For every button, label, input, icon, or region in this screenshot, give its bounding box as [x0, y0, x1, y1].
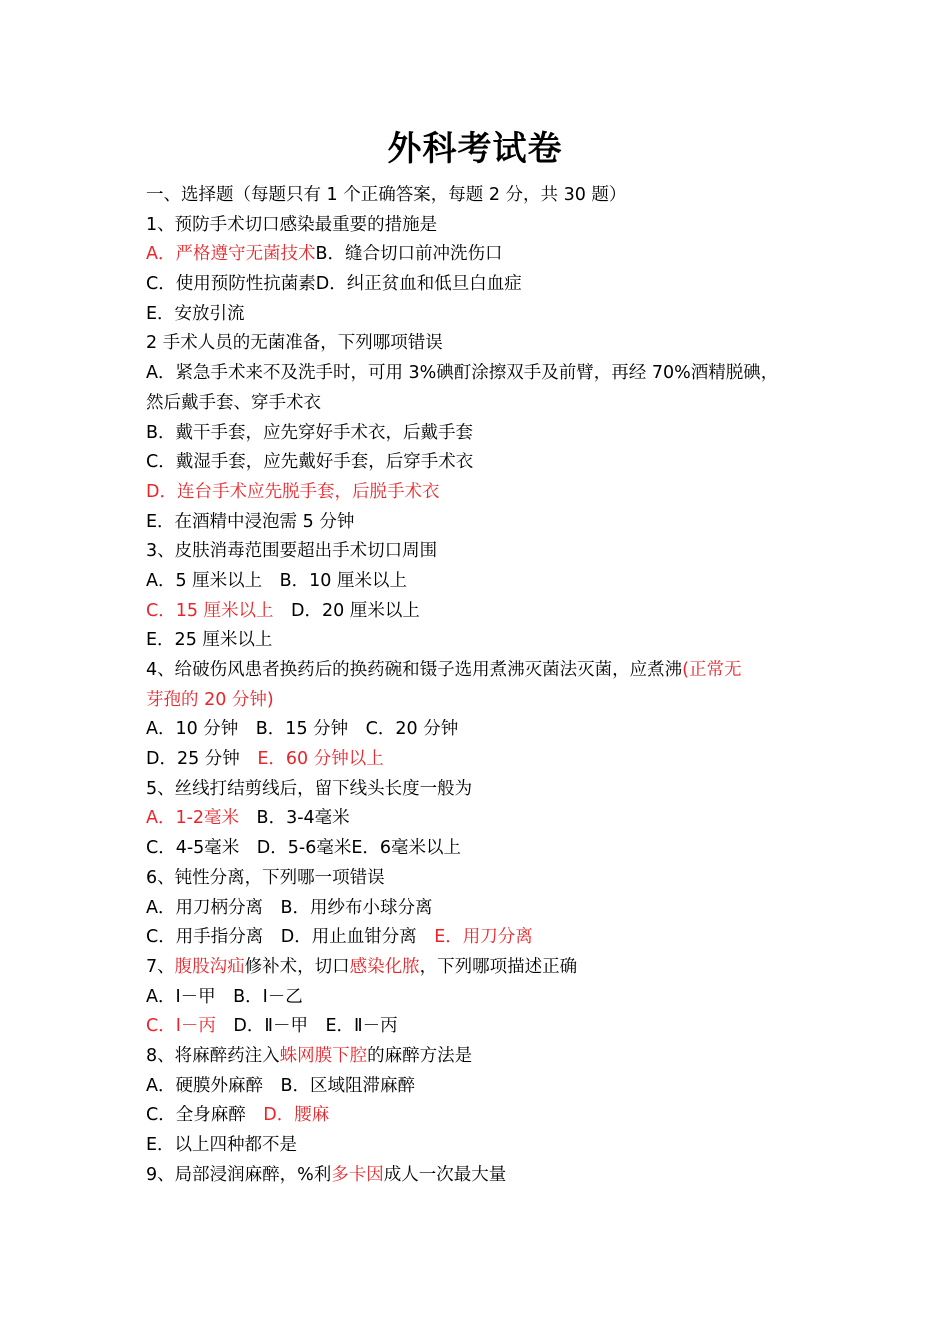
text-segment: 7、 — [146, 956, 175, 977]
answer-highlight: E．60 分钟以上 — [257, 749, 384, 770]
text-line — [146, 537, 826, 567]
text-segment: 修补术，切口 — [244, 956, 350, 977]
text-line — [146, 1042, 826, 1072]
text-line — [146, 686, 826, 716]
text-line — [146, 181, 826, 211]
text-segment: ，下列哪项描述正确 — [419, 956, 578, 977]
text-segment: 然后戴手套、穿手术衣 — [146, 392, 321, 413]
text-line — [146, 1161, 826, 1191]
answer-highlight: A．严格遵守无菌技术 — [146, 244, 316, 265]
text-segment: C．4-5毫米 D．5-6毫米E．6毫米以上 — [146, 838, 462, 859]
text-segment: C．用手指分离 D．用止血钳分离 — [146, 927, 435, 948]
text-segment: E．25 厘米以上 — [146, 630, 273, 651]
answer-highlight: 腹股沟疝 — [174, 956, 245, 977]
answer-highlight: 蛛网膜下腔 — [279, 1045, 368, 1066]
text-line — [146, 1072, 826, 1102]
text-segment: 9、局部浸润麻醉，%利 — [146, 1164, 332, 1185]
answer-highlight: C．Ⅰ－丙 — [146, 1016, 216, 1037]
text-line — [146, 983, 826, 1013]
text-segment: A．10 分钟 B．15 分钟 C．20 分钟 — [146, 719, 459, 740]
text-segment: 6、钝性分离，下列哪一项错误 — [146, 867, 385, 888]
text-line — [146, 953, 826, 983]
answer-highlight: (正常无 — [682, 660, 742, 680]
text-line — [146, 626, 826, 656]
text-line — [146, 359, 826, 389]
text-line — [146, 300, 826, 330]
answer-highlight: 芽孢的 20 分钟) — [146, 689, 274, 710]
text-segment: 4、给破伤风患者换药后的换药碗和镊子选用煮沸灭菌法灭菌，应煮沸 — [146, 660, 683, 680]
text-segment: E．安放引流 — [146, 303, 245, 324]
text-segment: 5、丝线打结剪线后，留下线头长度一般为 — [146, 778, 473, 799]
text-line — [146, 864, 826, 894]
text-line — [146, 567, 826, 597]
text-segment: 1、预防手术切口感染最重要的措施是 — [146, 214, 438, 235]
text-segment: A．硬膜外麻醉 B．区域阻滞麻醉 — [146, 1075, 415, 1096]
text-segment: A．5 厘米以上 B．10 厘米以上 — [146, 570, 408, 591]
text-line — [146, 715, 826, 745]
answer-highlight: 多卡因 — [331, 1164, 384, 1185]
text-line — [146, 419, 826, 449]
text-segment: D．20 厘米以上 — [273, 600, 420, 621]
text-line — [146, 389, 826, 419]
text-segment: D．25 分钟 — [146, 749, 258, 770]
text-segment: 8、将麻醉药注入 — [146, 1045, 280, 1066]
text-segment: 的麻醉方法是 — [367, 1045, 473, 1066]
text-segment: C．戴湿手套，应先戴好手套，后穿手术衣 — [146, 452, 474, 473]
page-title: 外科考试卷 — [387, 129, 563, 169]
text-segment: 成人一次最大量 — [383, 1164, 507, 1185]
text-line — [146, 478, 826, 508]
text-line — [146, 804, 826, 834]
text-segment: A．Ⅰ－甲 B．Ⅰ－乙 — [146, 986, 303, 1007]
text-line — [146, 656, 826, 686]
text-line — [146, 834, 826, 864]
text-line — [146, 894, 826, 924]
text-segment: C．使用预防性抗菌素D．纠正贫血和低旦白血症 — [146, 274, 522, 295]
answer-highlight: D．腰麻 — [263, 1105, 330, 1126]
answer-highlight: 感染化脓 — [349, 956, 420, 977]
answer-highlight: D．连台手术应先脱手套，后脱手术衣 — [146, 481, 440, 502]
text-line — [146, 597, 826, 627]
text-line — [146, 1131, 826, 1161]
text-segment: B．缝合切口前冲洗伤口 — [315, 244, 503, 265]
text-line — [146, 923, 826, 953]
text-segment: A．紧急手术来不及洗手时，可用 3%碘酊涂擦双手及前臂，再经 70%酒精脱碘， — [146, 363, 779, 384]
text-segment: B．戴干手套，应先穿好手术衣，后戴手套 — [146, 422, 474, 443]
text-line — [146, 775, 826, 805]
text-segment: E．以上四种都不是 — [146, 1135, 298, 1155]
text-line — [146, 1101, 826, 1131]
text-segment: 2 手术人员的无菌准备，下列哪项错误 — [146, 333, 443, 354]
text-segment: A．用刀柄分离 B．用纱布小球分离 — [146, 897, 433, 918]
text-segment: C．全身麻醉 — [146, 1105, 264, 1126]
text-line — [146, 1012, 826, 1042]
text-line — [146, 508, 826, 538]
text-line — [146, 329, 826, 359]
text-segment: D．Ⅱ－甲 E．Ⅱ－丙 — [215, 1016, 398, 1037]
text-segment: 一、选择题（每题只有 1 个正确答案，每题 2 分，共 30 题） — [146, 185, 627, 205]
text-line — [146, 211, 826, 241]
text-line — [146, 240, 826, 270]
answer-highlight: C．15 厘米以上 — [146, 600, 274, 621]
text-segment: E．在酒精中浸泡需 5 分钟 — [146, 511, 355, 532]
text-line — [146, 448, 826, 478]
text-line — [146, 745, 826, 775]
answer-highlight: A．1-2毫米 — [146, 808, 240, 829]
text-line — [146, 270, 826, 300]
text-segment: 3、皮肤消毒范围要超出手术切口周围 — [146, 541, 438, 562]
answer-highlight: E．用刀分离 — [434, 927, 533, 948]
exam-content — [146, 181, 826, 1190]
text-segment: B．3-4毫米 — [239, 808, 350, 829]
